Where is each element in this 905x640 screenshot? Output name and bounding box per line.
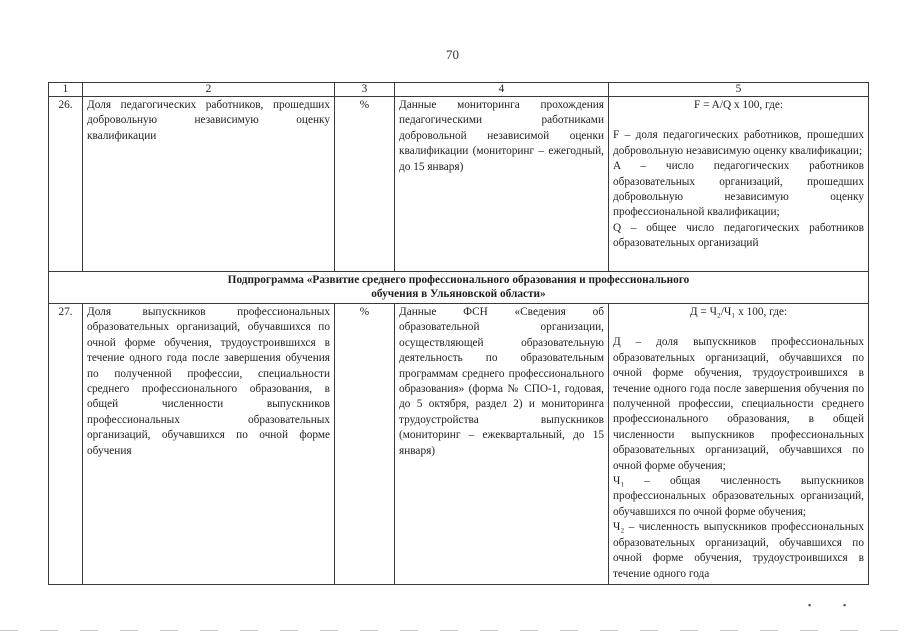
scan-speck: ▪ [808, 600, 812, 610]
subprogram-row [49, 272, 869, 304]
indicator-table [48, 82, 869, 585]
formula: Д = Ч₂/Ч₁ х 100, где: [689, 306, 788, 318]
calculation-method [609, 97, 869, 272]
data-source: Данные мониторинга прохождения педагогическими работниками добровольной независимой оценки квалификации (мониторинг – ежегодный, до 15 января) [395, 97, 609, 272]
formula-term: F – доля педагогических работников, прошедших добровольную независимую оценку квалификации; [613, 129, 864, 157]
scan-edge [0, 630, 905, 631]
table-row [49, 304, 869, 585]
calculation-method [609, 304, 869, 585]
header-cell-5: 5 [609, 83, 869, 97]
subprogram-heading: Подпрограмма «Развитие среднего профессионального образования и профессионального обучения в Ульяновской области» [49, 272, 869, 304]
formula-term: Д – доля выпускников профессиональных образовательных организаций, обучавшихся по очной форме обучения, трудоустроившихся в течение одного года после завершения обучения по полученной профессии, специальности среднего профессионального образования, в общей численности выпускников профессиональных образовательных организаций, обучавшихся по очной форме обучения; [613, 336, 864, 472]
row-number: 26. [49, 97, 83, 272]
row-number: 27. [49, 304, 83, 585]
indicator-name: Доля выпускников профессиональных образовательных организаций, обучавшихся по очной форме обучения, трудоустроившихся в течение одного года после завершения обучения по полученной профессии, специальности среднего профессионального образования, в общей численности выпускников профессиональных образовательных организаций, обучавшихся по очной форме обучения [83, 304, 335, 585]
page-number: 70 [446, 47, 459, 62]
header-cell-3: 3 [335, 83, 395, 97]
unit: % [335, 97, 395, 272]
header-cell-2: 2 [83, 83, 335, 97]
header-cell-4: 4 [395, 83, 609, 97]
table-header-row [49, 83, 869, 97]
data-source: Данные ФСН «Сведения об образовательной организации, осуществляющей образовательную деятельность по образовательным программам среднего профессионального образования» (форма № СПО-1, годовая, до 5 октября, раздел 2) и мониторинга трудоустройства выпускников (мониторинг – ежеквартальный, до 15 января) [395, 304, 609, 585]
formula-term: Ч₁ – общая численность выпускников профессиональных образовательных организаций, обучавшихся по очной форме обучения; [613, 475, 864, 518]
formula-term: Ч₂ – численность выпускников профессиональных образовательных организаций, обучавшихся по очной форме обучения, трудоустроившихся в течение одного года [613, 521, 864, 580]
formula: F = A/Q x 100, где: [694, 99, 783, 111]
header-cell-1: 1 [49, 83, 83, 97]
formula-term: A – число педагогических работников образовательных организаций, прошедших добровольную независимую оценку профессиональной квалификации; [613, 160, 864, 219]
table-row [49, 97, 869, 272]
indicator-name: Доля педагогических работников, прошедших добровольную независимую оценку квалификации [83, 97, 335, 272]
unit: % [335, 304, 395, 585]
scan-speck: ▪ [843, 600, 847, 610]
formula-term: Q – общее число педагогических работников образовательных организаций [613, 221, 864, 250]
